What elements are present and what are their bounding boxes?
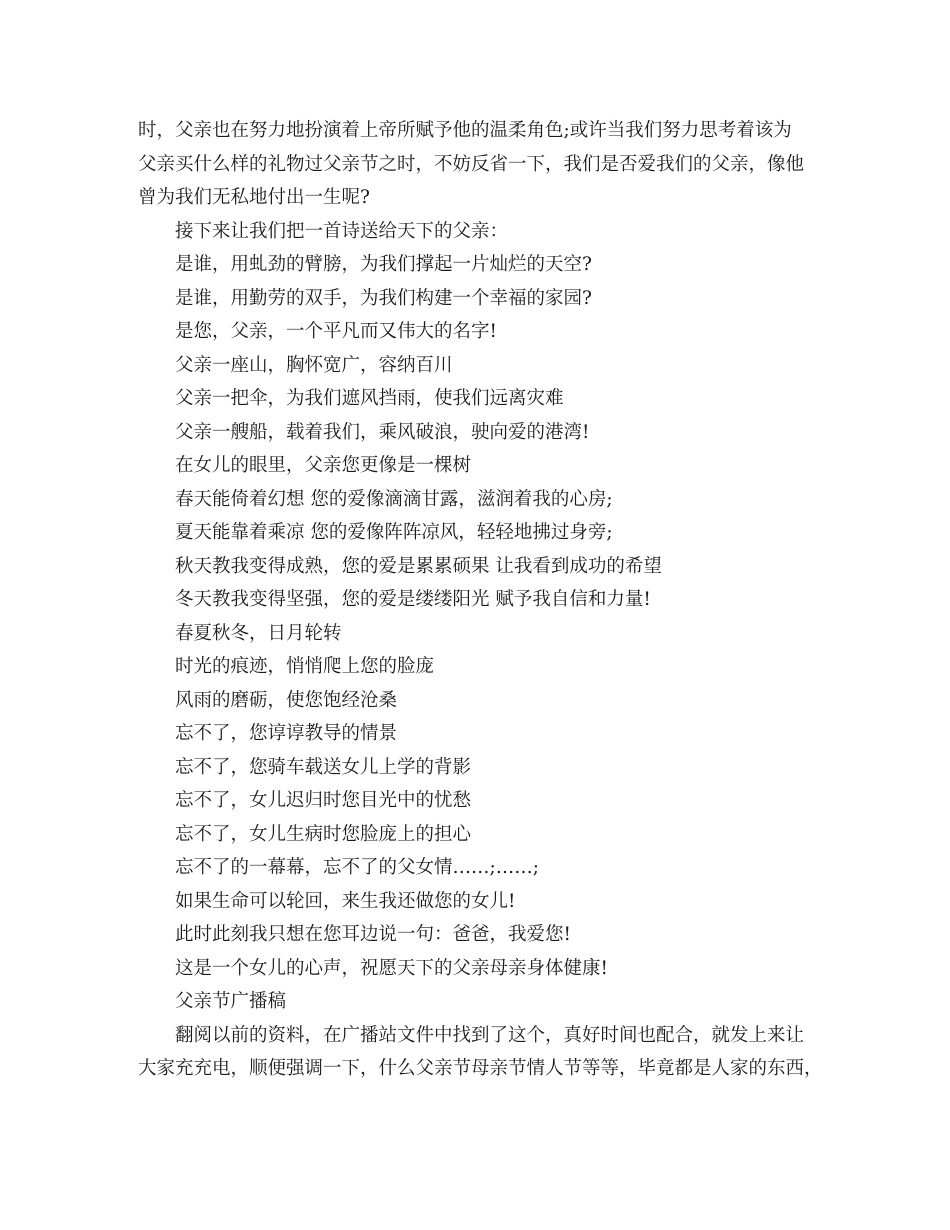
poem-line: 忘不了，您骑车载送女儿上学的背影 (175, 756, 472, 778)
poem-section (138, 215, 818, 1019)
poem-line: 春夏秋冬，日月轮转 (175, 622, 342, 644)
poem-line: 父亲一把伞，为我们遮风挡雨，使我们远离灾难 (175, 388, 564, 409)
poem-line: 冬天教我变得坚强，您的爱是缕缕阳光 赋予我自信和力量! (175, 589, 651, 610)
poem-line: 是谁，用虬劲的臂膀，为我们撑起一片灿烂的天空? (175, 254, 592, 275)
text-line: 大家充充电，顺便强调一下，什么父亲节母亲节情人节等等，毕竟都是人家的东西， (138, 1058, 823, 1079)
poem-line: 在女儿的眼里，父亲您更像是一棵树 (175, 455, 472, 476)
document-body (138, 114, 823, 1086)
poem-line: 是您，父亲，一个平凡而又伟大的名字! (175, 321, 497, 342)
outro-paragraph (138, 1019, 823, 1086)
poem-line: 忘不了，您谆谆教导的情景 (175, 723, 398, 744)
text-line: 翻阅以前的资料，在广播站文件中找到了这个，真好时间也配合，就发上来让 (175, 1024, 805, 1046)
poem-line: 忘不了的一幕幕，忘不了的父女情……;……; (175, 857, 539, 878)
section-heading: 父亲节广播稿 (175, 991, 287, 1012)
poem-line: 夏天能靠着乘凉 您的爱像阵阵凉风，轻轻地拂过身旁; (175, 522, 613, 543)
poem-line: 父亲一艘船，载着我们，乘风破浪，驶向爱的港湾! (175, 421, 590, 443)
text-line: 时，父亲也在努力地扮演着上帝所赋予他的温柔角色;或许当我们努力思考着该为 (138, 120, 792, 141)
poem-line: 接下来让我们把一首诗送给天下的父亲： (175, 220, 509, 242)
text-line: 父亲买什么样的礼物过父亲节之时，不妨反省一下，我们是否爱我们的父亲，像他 (138, 153, 805, 175)
poem-line: 这是一个女儿的心声，祝愿天下的父亲母亲身体健康! (175, 957, 608, 979)
poem-line: 父亲一座山，胸怀宽广，容纳百川 (175, 354, 453, 376)
poem-line: 此时此刻我只想在您耳边说一句：爸爸，我爱您! (175, 924, 571, 945)
poem-line: 时光的痕迹，悄悄爬上您的脸庞 (175, 656, 435, 677)
text-line: 曾为我们无私地付出一生呢? (138, 187, 370, 208)
poem-line: 春天能倚着幻想 您的爱像滴滴甘露，滋润着我的心房; (175, 488, 613, 510)
poem-line: 忘不了，女儿生病时您脸庞上的担心 (175, 823, 472, 845)
poem-line: 忘不了，女儿迟归时您目光中的忧愁 (175, 790, 472, 811)
poem-line: 风雨的磨砺，使您饱经沧桑 (175, 689, 398, 711)
poem-line: 是谁，用勤劳的双手，为我们构建一个幸福的家园? (175, 287, 592, 309)
intro-paragraph (138, 114, 818, 215)
poem-line: 如果生命可以轮回，来生我还做您的女儿! (175, 890, 516, 912)
poem-line: 秋天教我变得成熟，您的爱是累累硕果 让我看到成功的希望 (175, 555, 662, 577)
